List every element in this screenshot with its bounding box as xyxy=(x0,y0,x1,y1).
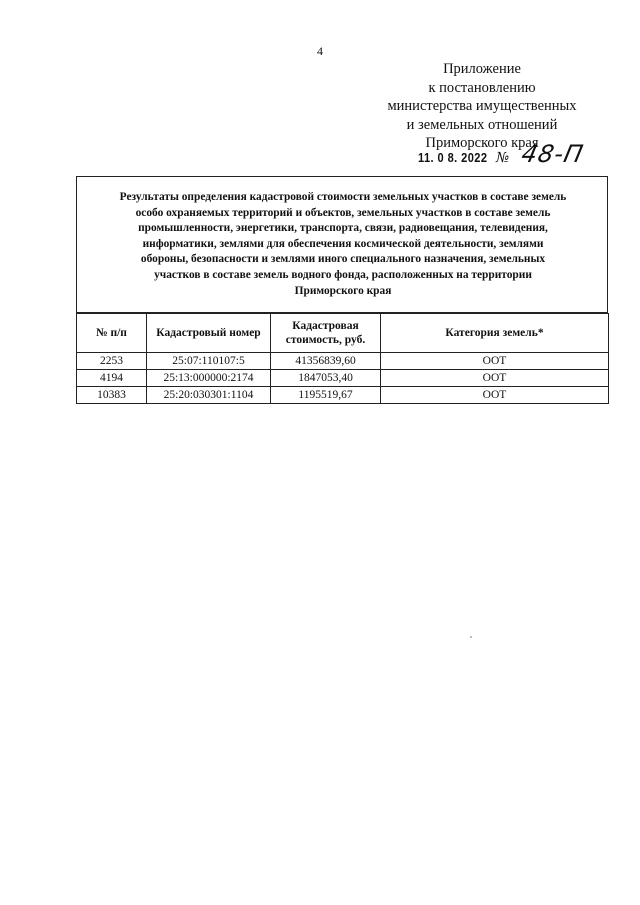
appendix-header xyxy=(372,60,592,153)
cell-row-number: 4194 xyxy=(77,370,147,387)
header-cadastral-value: Кадастровая стоимость, руб. xyxy=(271,314,381,353)
table-row xyxy=(77,353,609,370)
cell-cadastral-value: 1847053,40 xyxy=(271,370,381,387)
table-row xyxy=(77,370,609,387)
table-row xyxy=(77,387,609,404)
header-land-category: Категория земель* xyxy=(381,314,609,353)
title-line: Приморского края xyxy=(294,284,392,297)
resolution-number: 48-П xyxy=(519,140,587,168)
cell-cadastral-number: 25:13:000000:2174 xyxy=(147,370,271,387)
table-header-row xyxy=(77,314,609,353)
appendix-line: к постановлению xyxy=(428,79,536,96)
cell-cadastral-value: 1195519,67 xyxy=(271,387,381,404)
appendix-line: Приморского края xyxy=(425,135,539,151)
resolution-date: 11. 0 8. 2022 xyxy=(418,150,488,165)
page-number: 4 xyxy=(317,44,323,58)
scan-speck xyxy=(470,636,472,638)
cell-row-number: 2253 xyxy=(77,353,147,370)
title-line: участков в составе земель водного фонда, расположенных на территории xyxy=(154,268,532,281)
cell-land-category: ООТ xyxy=(381,370,609,387)
appendix-line: министерства имущественных xyxy=(387,98,577,114)
document-title xyxy=(82,190,604,299)
cell-row-number: 10383 xyxy=(77,387,147,404)
header-row-number: № п/п xyxy=(77,314,147,353)
title-line: промышленности, энергетики, транспорта, связи, радиовещания, телевидения, xyxy=(138,222,548,235)
cell-cadastral-number: 25:20:030301:1104 xyxy=(147,387,271,404)
title-line: обороны, безопасности и землями иного специального назначения, земельных xyxy=(140,253,546,266)
title-line: особо охраняемых территорий и объектов, земельных участков в составе земель xyxy=(135,206,551,219)
cadastral-value-table xyxy=(76,313,609,404)
title-line: Результаты определения кадастровой стоимости земельных участков в составе земель xyxy=(119,191,567,203)
title-line: информатики, землями для обеспечения космической деятельности, землями xyxy=(142,237,544,250)
cell-land-category: ООТ xyxy=(381,387,609,404)
header-cadastral-number: Кадастровый номер xyxy=(147,314,271,353)
cell-cadastral-number: 25:07:110107:5 xyxy=(147,353,271,370)
number-sign: № xyxy=(496,150,510,166)
appendix-line: Приложение xyxy=(443,61,521,77)
resolution-date-number xyxy=(418,142,618,168)
cell-cadastral-value: 41356839,60 xyxy=(271,353,381,370)
cell-land-category: ООТ xyxy=(381,353,609,370)
appendix-line: и земельных отношений xyxy=(406,116,558,133)
